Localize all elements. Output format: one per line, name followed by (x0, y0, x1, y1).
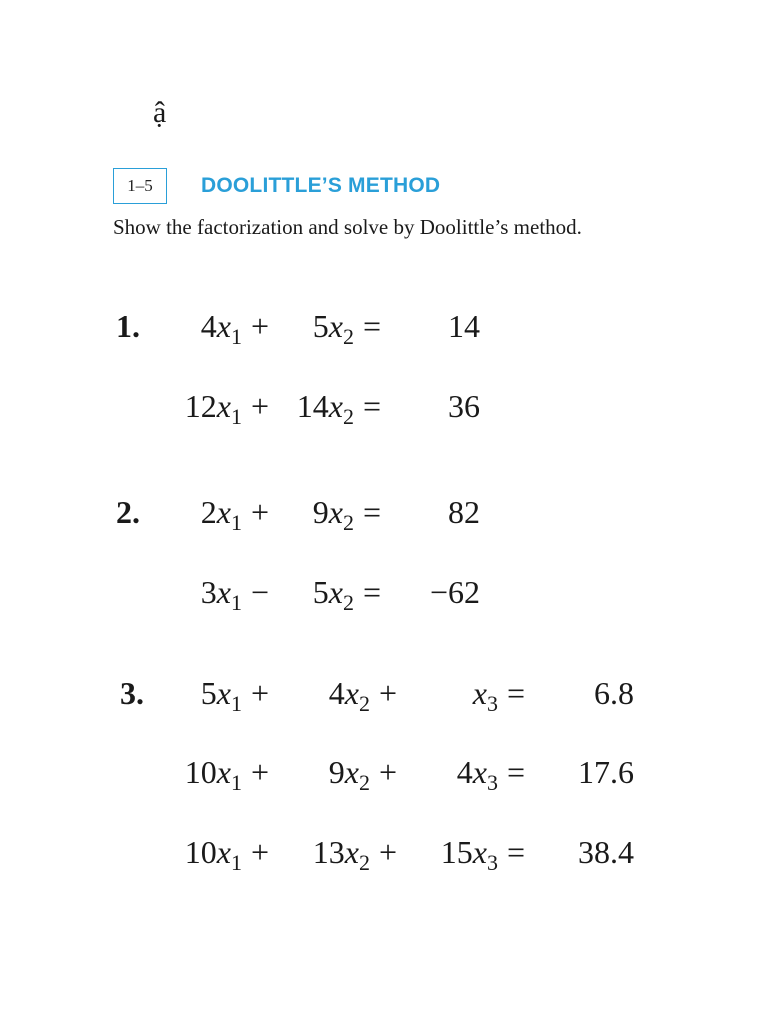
subscript: 1 (231, 324, 242, 349)
section-number-box (113, 168, 167, 204)
operator: − (250, 574, 270, 610)
variable: x (344, 675, 359, 711)
stray-glyph: ậ (153, 96, 167, 129)
variable: x (216, 754, 231, 790)
right-hand-side: 36 (448, 388, 480, 424)
term (166, 388, 242, 429)
coefficient: 2 (200, 494, 217, 530)
term (166, 574, 242, 615)
term (278, 494, 354, 535)
subscript: 1 (231, 510, 242, 535)
subscript: 2 (343, 404, 354, 429)
coefficient: 3 (200, 574, 217, 610)
variable: x (344, 754, 359, 790)
variable: x (216, 574, 231, 610)
equals-sign: = (362, 388, 382, 424)
coefficient: 12 (184, 388, 217, 424)
operator: + (250, 834, 270, 870)
variable: x (472, 754, 487, 790)
section-title: DOOLITTLE’S METHOD (201, 174, 441, 197)
operator: + (250, 754, 270, 790)
coefficient: 10 (184, 834, 217, 870)
variable: x (216, 308, 231, 344)
variable: x (216, 494, 231, 530)
term (278, 308, 354, 349)
coefficient: 5 (312, 308, 329, 344)
subscript: 2 (343, 510, 354, 535)
equals-sign: = (506, 675, 526, 711)
variable: x (328, 388, 343, 424)
term (278, 754, 370, 795)
operator: + (250, 494, 270, 530)
instructions-text: Show the factorization and solve by Doolittle’s method. (113, 215, 582, 239)
problem-1-equation-2 (166, 388, 480, 429)
equals-sign: = (362, 308, 382, 344)
subscript: 3 (487, 770, 498, 795)
term (166, 494, 242, 535)
variable: x (472, 834, 487, 870)
operator: + (250, 675, 270, 711)
coefficient: 4 (456, 754, 473, 790)
term (166, 675, 242, 716)
right-hand-side: 82 (448, 494, 480, 530)
term (406, 675, 498, 716)
variable: x (328, 574, 343, 610)
operator: + (250, 388, 270, 424)
term (278, 574, 354, 615)
variable: x (216, 834, 231, 870)
coefficient: 9 (312, 494, 329, 530)
term (278, 834, 370, 875)
equals-sign: = (362, 494, 382, 530)
operator: + (378, 834, 398, 870)
variable: x (328, 308, 343, 344)
term (278, 388, 354, 429)
term (278, 675, 370, 716)
subscript: 2 (359, 691, 370, 716)
term (406, 834, 498, 875)
problem-2-equation-2 (166, 574, 480, 615)
term (166, 754, 242, 795)
subscript: 1 (231, 404, 242, 429)
variable: x (216, 388, 231, 424)
equals-sign: = (506, 754, 526, 790)
variable: x (328, 494, 343, 530)
equals-sign: = (362, 574, 382, 610)
section-number: 1–5 (127, 176, 153, 195)
right-hand-side: 17.6 (578, 754, 634, 790)
right-hand-side: −62 (429, 574, 480, 610)
term (406, 754, 498, 795)
right-hand-side: 14 (448, 308, 480, 344)
coefficient: 10 (184, 754, 217, 790)
problem-2-equation-1 (166, 494, 480, 535)
coefficient: 13 (312, 834, 345, 870)
term (166, 834, 242, 875)
coefficient: 4 (200, 308, 217, 344)
problem-3-equation-2 (166, 754, 634, 795)
coefficient: 5 (200, 675, 217, 711)
subscript: 1 (231, 691, 242, 716)
coefficient: 5 (312, 574, 329, 610)
problem-3-number: 3. (120, 675, 144, 711)
variable: x (472, 675, 487, 711)
right-hand-side: 6.8 (594, 675, 634, 711)
term (166, 308, 242, 349)
coefficient: 14 (296, 388, 329, 424)
variable: x (216, 675, 231, 711)
operator: + (378, 675, 398, 711)
problem-3-equation-3 (166, 834, 634, 875)
subscript: 2 (359, 770, 370, 795)
subscript: 2 (343, 324, 354, 349)
problem-2-number: 2. (116, 494, 140, 530)
coefficient: 4 (328, 675, 345, 711)
coefficient: 9 (328, 754, 345, 790)
operator: + (378, 754, 398, 790)
subscript: 3 (487, 850, 498, 875)
subscript: 1 (231, 590, 242, 615)
subscript: 2 (359, 850, 370, 875)
problem-3-equation-1 (166, 675, 634, 716)
subscript: 3 (487, 691, 498, 716)
equals-sign: = (506, 834, 526, 870)
coefficient: 15 (440, 834, 473, 870)
subscript: 1 (231, 850, 242, 875)
problem-1-number: 1. (116, 308, 140, 344)
subscript: 1 (231, 770, 242, 795)
operator: + (250, 308, 270, 344)
problem-1-equation-1 (166, 308, 480, 349)
variable: x (344, 834, 359, 870)
right-hand-side: 38.4 (578, 834, 634, 870)
subscript: 2 (343, 590, 354, 615)
